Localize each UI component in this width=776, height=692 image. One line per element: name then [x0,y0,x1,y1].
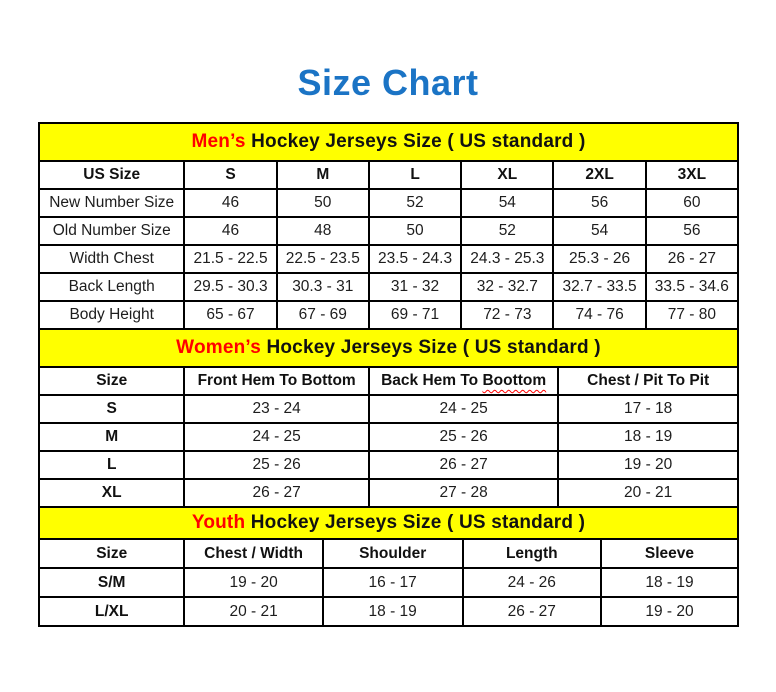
size-value-cell: 29.5 - 30.3 [184,273,276,301]
size-value-cell: 50 [369,217,461,245]
size-value-cell: 21.5 - 22.5 [184,245,276,273]
size-value-cell: 24 - 25 [184,423,369,451]
row-label: M [39,423,184,451]
size-value-cell: 16 - 17 [323,568,463,597]
row-label: S [39,395,184,423]
banner-rest-text: Hockey Jerseys Size ( US standard ) [260,337,601,358]
column-header: Size [39,367,184,395]
size-value-cell: 32.7 - 33.5 [553,273,645,301]
size-value-cell: 23.5 - 24.3 [369,245,461,273]
size-value-cell: 26 - 27 [184,479,369,507]
size-value-cell: 18 - 19 [558,423,738,451]
womens-table [38,328,739,508]
size-value-cell: 24 - 25 [369,395,558,423]
size-value-cell: 77 - 80 [646,301,738,329]
column-header: M [277,161,369,189]
size-value-cell: 20 - 21 [558,479,738,507]
table-row [39,189,738,217]
size-value-cell: 72 - 73 [461,301,553,329]
size-value-cell: 46 [184,217,276,245]
header-row [39,367,738,395]
size-value-cell: 17 - 18 [558,395,738,423]
table-row [39,245,738,273]
size-value-cell: 56 [646,217,738,245]
size-value-cell: 26 - 27 [646,245,738,273]
column-header: 3XL [646,161,738,189]
table-row [39,597,738,626]
row-label: Back Length [39,273,184,301]
size-value-cell: 26 - 27 [369,451,558,479]
table-row [39,423,738,451]
column-header [369,367,558,395]
row-label: S/M [39,568,184,597]
banner-rest-text: Hockey Jerseys Size ( US standard ) [245,512,586,533]
row-label: New Number Size [39,189,184,217]
table-row [39,217,738,245]
size-value-cell: 56 [553,189,645,217]
size-value-cell: 48 [277,217,369,245]
column-header: Size [39,539,184,568]
size-value-cell: 50 [277,189,369,217]
womens-size-table-section [38,328,739,508]
size-value-cell: 67 - 69 [277,301,369,329]
size-value-cell: 32 - 32.7 [461,273,553,301]
youth-banner [39,507,738,539]
header-text: Back Hem To [381,372,483,389]
row-label: L [39,451,184,479]
size-value-cell: 22.5 - 23.5 [277,245,369,273]
size-value-cell: 25 - 26 [184,451,369,479]
size-value-cell: 74 - 76 [553,301,645,329]
size-value-cell: 31 - 32 [369,273,461,301]
size-value-cell: 65 - 67 [184,301,276,329]
mens-table [38,122,739,330]
size-value-cell: 54 [553,217,645,245]
size-value-cell: 19 - 20 [601,597,738,626]
size-value-cell: 19 - 20 [558,451,738,479]
column-header: Shoulder [323,539,463,568]
table-row [39,568,738,597]
mens-banner [39,123,738,161]
size-value-cell: 54 [461,189,553,217]
size-value-cell: 20 - 21 [184,597,322,626]
size-value-cell: 46 [184,189,276,217]
womens-banner [39,329,738,367]
size-value-cell: 24 - 26 [463,568,601,597]
size-tables [38,122,739,627]
column-header: S [184,161,276,189]
page-title: Size Chart [297,62,479,103]
banner-accent-text: Women’s [176,337,261,358]
size-value-cell: 60 [646,189,738,217]
youth-size-table-section [38,506,739,627]
table-row [39,301,738,329]
banner-accent-text: Youth [191,512,246,533]
size-value-cell: 23 - 24 [184,395,369,423]
banner-accent-text: Men’s [191,131,246,152]
banner-rest-text: Hockey Jerseys Size ( US standard ) [245,131,586,152]
row-label: L/XL [39,597,184,626]
size-value-cell: 27 - 28 [369,479,558,507]
column-header: Length [463,539,601,568]
header-row [39,161,738,189]
table-row [39,451,738,479]
size-value-cell: 24.3 - 25.3 [461,245,553,273]
youth-table [38,506,739,627]
row-label: Width Chest [39,245,184,273]
column-header: Front Hem To Bottom [184,367,369,395]
size-value-cell: 18 - 19 [323,597,463,626]
table-row [39,395,738,423]
row-label: Body Height [39,301,184,329]
table-row [39,479,738,507]
size-value-cell: 25.3 - 26 [553,245,645,273]
size-value-cell: 18 - 19 [601,568,738,597]
size-value-cell: 30.3 - 31 [277,273,369,301]
row-label: Old Number Size [39,217,184,245]
header-row [39,539,738,568]
mens-size-table-section [38,122,739,330]
column-header: Sleeve [601,539,738,568]
size-value-cell: 19 - 20 [184,568,322,597]
table-row [39,273,738,301]
row-label: XL [39,479,184,507]
size-value-cell: 52 [461,217,553,245]
misspelled-word: Boottom [482,372,547,389]
column-header: 2XL [553,161,645,189]
size-value-cell: 25 - 26 [369,423,558,451]
size-value-cell: 33.5 - 34.6 [646,273,738,301]
column-header: Chest / Width [184,539,322,568]
column-header: US Size [39,161,184,189]
column-header: XL [461,161,553,189]
size-value-cell: 26 - 27 [463,597,601,626]
column-header: L [369,161,461,189]
size-value-cell: 69 - 71 [369,301,461,329]
size-value-cell: 52 [369,189,461,217]
column-header: Chest / Pit To Pit [558,367,738,395]
